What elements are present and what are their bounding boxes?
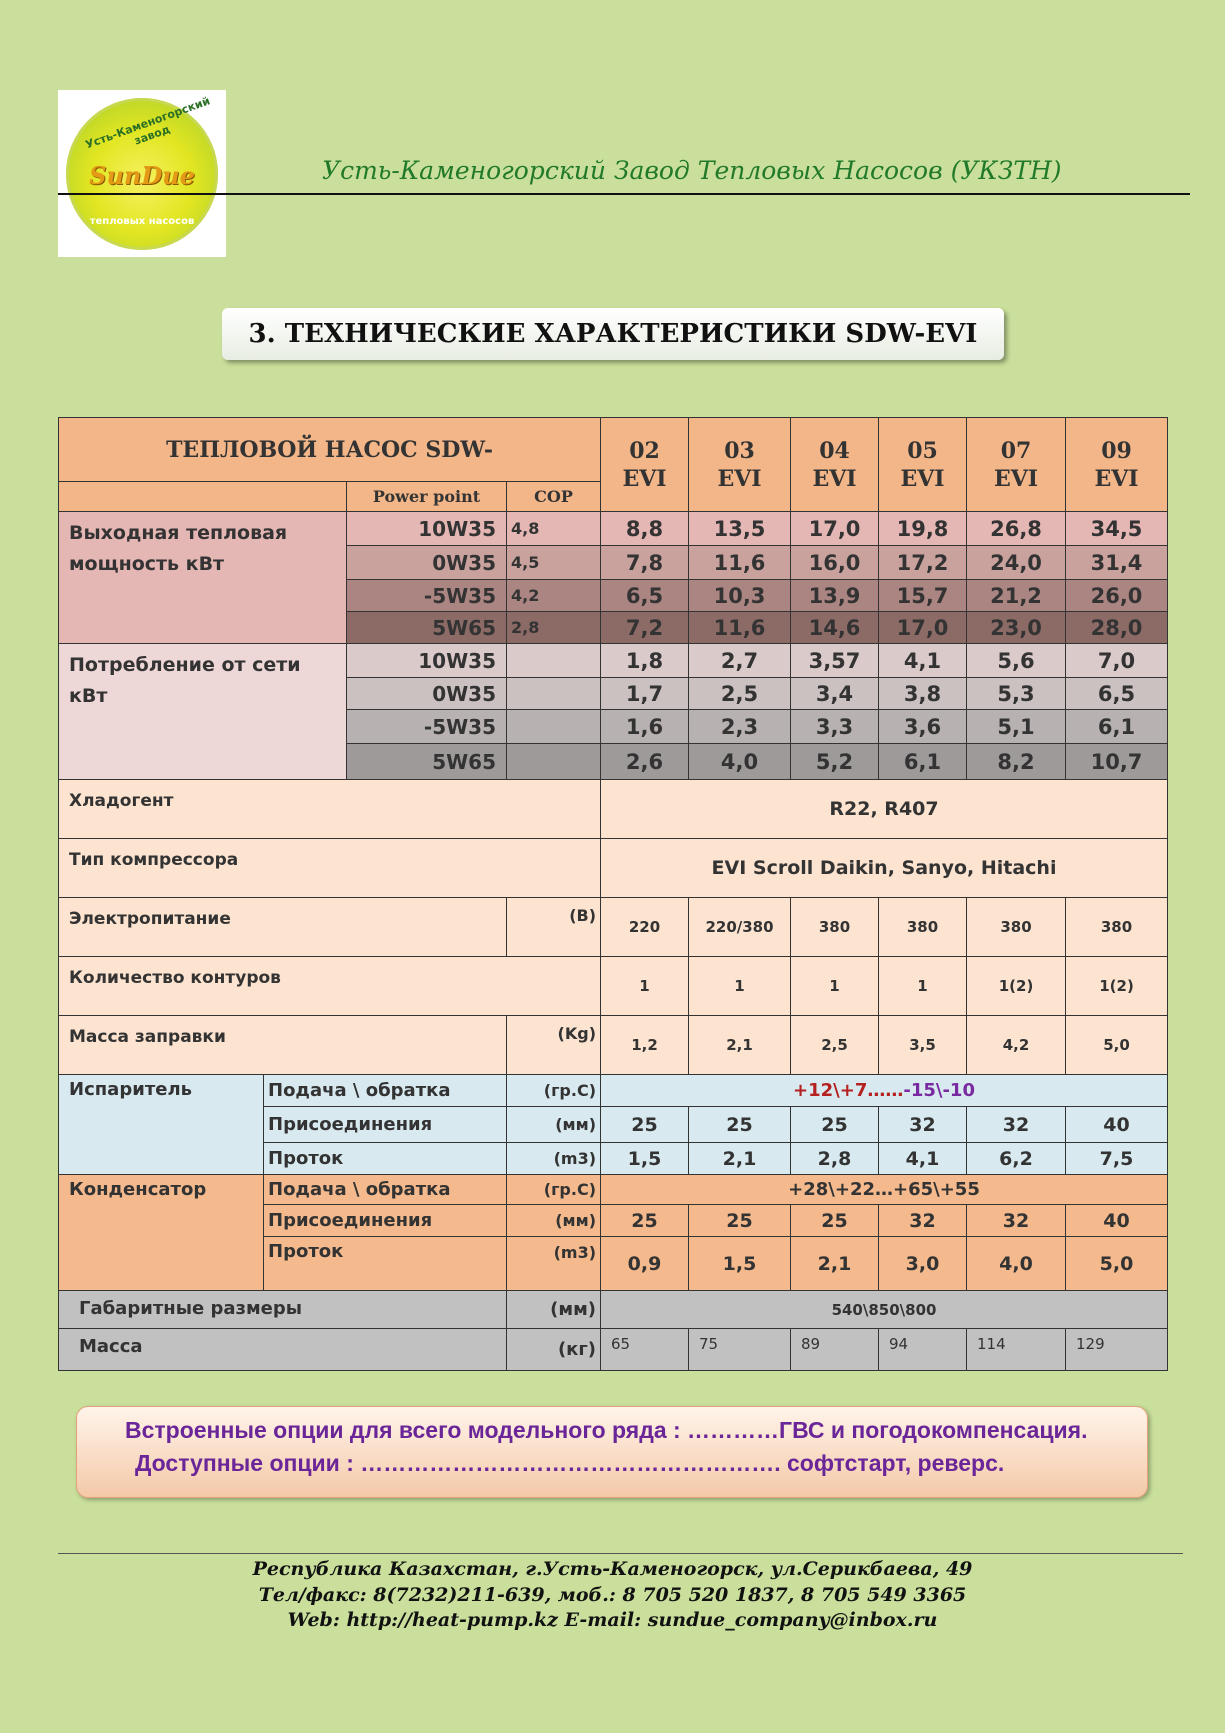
table-row: Выходная тепловая мощность кВт 10W35 4,8 8,8 13,5 17,0 19,8 26,8 34,5 (59, 512, 1168, 546)
header-divider (58, 193, 1190, 195)
header-title: ТЕПЛОВОЙ НАСОС SDW- (59, 418, 601, 482)
logo-emblem (66, 94, 218, 250)
logo-top-text: Усть-Каменогорский завод (83, 94, 212, 152)
options-box (76, 1406, 1148, 1498)
charge-label: Масса заправки (59, 1016, 507, 1075)
refrigerant-label: Хладогент (59, 780, 601, 839)
table-row: Масса заправки (Kg) 1,2 2,1 2,5 3,5 4,2 5,0 (59, 1016, 1168, 1075)
table-row: Проток (m3) 0,9 1,5 2,1 3,0 4,0 5,0 (59, 1237, 1168, 1291)
compressor-value: EVI Scroll Daikin, Sanyo, Hitachi (601, 839, 1168, 898)
footer-divider (58, 1553, 1183, 1554)
evaporator-temp-range: +12\+7……-15\-10 (601, 1075, 1168, 1107)
model-03: 03 EVI (689, 418, 791, 512)
model-09: 09 EVI (1066, 418, 1168, 512)
table-row (59, 780, 1168, 839)
power-point-header: Power point (347, 482, 507, 512)
power-supply-label: Электропитание (59, 898, 507, 957)
consumption-label: Потребление от сети кВт (59, 644, 347, 780)
circuits-label: Количество контуров (59, 957, 601, 1016)
company-logo (58, 90, 226, 257)
footer-address: Республика Казахстан, г.Усть-Каменогорск, ул.Серикбаева, 49 (252, 1558, 973, 1580)
table-row: 0W35 1,7 2,5 3,4 3,8 5,3 6,5 (59, 678, 1168, 710)
table-row: Присоединения (мм) 25 25 25 32 32 40 (59, 1107, 1168, 1143)
table-row: Габаритные размеры (мм) 540\850\800 (59, 1291, 1168, 1329)
logo-bottom-text: тепловых насосов (89, 216, 195, 227)
mass-label: Масса (59, 1329, 507, 1371)
section-title: 3. ТЕХНИЧЕСКИЕ ХАРАКТЕРИСТИКИ SDW-EVI (222, 308, 1004, 360)
table-row: -5W35 4,2 6,5 10,3 13,9 15,7 21,2 26,0 (59, 580, 1168, 612)
spec-table (58, 417, 1168, 1371)
table-row: -5W35 1,6 2,3 3,3 3,6 5,1 6,1 (59, 710, 1168, 744)
table-row: 0W35 4,5 7,8 11,6 16,0 17,2 24,0 31,4 (59, 546, 1168, 580)
table-row: 5W65 2,6 4,0 5,2 6,1 8,2 10,7 (59, 744, 1168, 780)
table-header-row (59, 418, 1168, 482)
logo-brand: SunDue (89, 161, 195, 190)
output-label: Выходная тепловая мощность кВт (59, 512, 347, 644)
options-available: Доступные опции : ………………………………………………. софтстарт, реверс. (135, 1450, 1005, 1476)
table-row: Потребление от сети кВт 10W35 1,8 2,7 3,57 4,1 5,6 7,0 (59, 644, 1168, 678)
table-row: Проток (m3) 1,5 2,1 2,8 4,1 6,2 7,5 (59, 1143, 1168, 1175)
table-row: Количество контуров 1 1 1 1 1(2) 1(2) (59, 957, 1168, 1016)
footer-web: Web: http://heat-pump.kz E-mail: sundue_company@inbox.ru (287, 1609, 938, 1631)
table-row: Электропитание (В) 220 220/380 380 380 380 380 (59, 898, 1168, 957)
compressor-label: Тип компрессора (59, 839, 601, 898)
dimensions-label: Габаритные размеры (59, 1291, 507, 1329)
condenser-label: Конденсатор (59, 1175, 264, 1291)
table-row (59, 839, 1168, 898)
dimensions-value: 540\850\800 (601, 1291, 1168, 1329)
table-row: Масса (кг) 65 75 89 94 114 129 (59, 1329, 1168, 1371)
table-row: Конденсатор Подача \ обратка (гр.С) +28\+22…+65\+55 (59, 1175, 1168, 1205)
cop-header: COP (507, 482, 601, 512)
options-builtin: Встроенные опции для всего модельного ряда : …………ГВС и погодокомпенсация. (125, 1417, 1088, 1443)
company-name: Усть-Каменогорский Завод Тепловых Насосов (УКЗТН) (322, 156, 1062, 185)
model-05: 05 EVI (879, 418, 967, 512)
refrigerant-value: R22, R407 (601, 780, 1168, 839)
model-07: 07 EVI (967, 418, 1066, 512)
model-02: 02 EVI (601, 418, 689, 512)
evaporator-label: Испаритель (59, 1075, 264, 1175)
condenser-temp-range: +28\+22…+65\+55 (601, 1175, 1168, 1205)
model-04: 04 EVI (791, 418, 879, 512)
table-row: 5W65 2,8 7,2 11,6 14,6 17,0 23,0 28,0 (59, 612, 1168, 644)
footer-phone: Тел/факс: 8(7232)211-639, моб.: 8 705 520 1837, 8 705 549 3365 (258, 1584, 967, 1606)
table-row: Испаритель Подача \ обратка (гр.С) +12\+7……-15\-10 (59, 1075, 1168, 1107)
table-row: Присоединения (мм) 25 25 25 32 32 40 (59, 1205, 1168, 1237)
